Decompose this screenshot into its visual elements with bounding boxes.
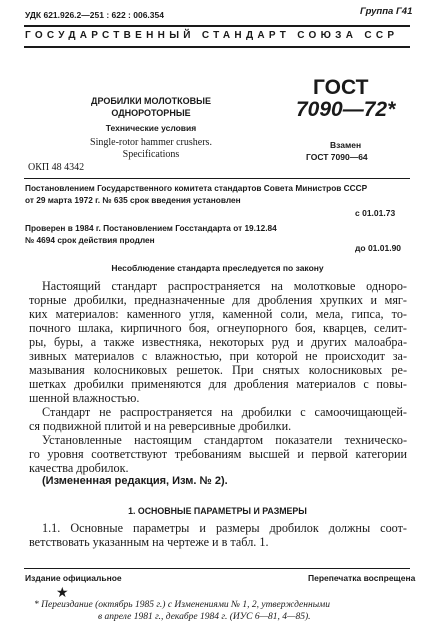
- gost-number: 7090—72*: [296, 98, 396, 121]
- approval-line1: Постановлением Государственного комитета стандартов Совета Министров СССР: [25, 183, 368, 193]
- paragraph-4: [29, 521, 407, 549]
- reprint-prohibited: Перепечатка воспрещена: [308, 573, 416, 583]
- paragraph-line: шетках дробилки применяются для дробления материалов с повы-: [29, 377, 407, 391]
- okp-code: ОКП 48 4342: [28, 162, 85, 173]
- paragraph-1: [29, 279, 407, 405]
- paragraph-line: ветствовать указанным на чертеже и в табл. 1.: [29, 535, 269, 549]
- approval-line3: Проверен в 1984 г. Постановлением Госстандарта от 19.12.84: [25, 223, 277, 233]
- udk-code: УДК 621.926.2—251 : 622 : 006.354: [25, 10, 164, 20]
- title-ru-line1: ДРОБИЛКИ МОЛОТКОВЫЕ: [91, 96, 211, 106]
- warning-line: Несоблюдение стандарта преследуется по закону: [111, 263, 324, 273]
- paragraph-3: [29, 433, 407, 475]
- approval-line4: № 4694 срок действия продлен: [25, 235, 155, 245]
- paragraph-2: [29, 405, 407, 433]
- replaces-label: Взамен: [330, 140, 362, 150]
- paragraph-line: Установленные настоящим стандартом показатели техническо-: [42, 433, 407, 447]
- paragraph-line: мазывания колосниковых решеток. При снятых колосниковых ре-: [29, 363, 407, 377]
- paragraph-line: шенной влажностью.: [29, 391, 140, 405]
- amendment-note: (Измененная редакция, Изм. № 2).: [42, 475, 228, 487]
- gost-label: ГОСТ: [313, 76, 369, 99]
- section-title: 1. ОСНОВНЫЕ ПАРАМЕТРЫ И РАЗМЕРЫ: [128, 506, 307, 516]
- title-en-line1: Single-rotor hammer crushers.: [90, 137, 212, 148]
- star-icon: ★: [56, 586, 69, 601]
- paragraph-line: Стандарт не распространяется на дробилки с самоочищающей-: [42, 405, 407, 419]
- org-banner: ГОСУДАРСТВЕННЫЙ СТАНДАРТ СОЮЗА ССР: [25, 30, 399, 41]
- paragraph-line: почного шлака, кирпичного боя, огнеупорного боя, кварцев, селит-: [29, 321, 407, 335]
- title-rule: [24, 178, 410, 179]
- paragraph-line: качества дробилок.: [29, 461, 129, 475]
- replaces-value: ГОСТ 7090—64: [306, 152, 368, 162]
- paragraph-line: ры, буры, а также известняка, некоторых руд и других малоабра-: [29, 335, 407, 349]
- paragraph-line: Настоящий стандарт распространяется на молотковые одноро-: [42, 279, 407, 293]
- paragraph-line: 1.1. Основные параметры и размеры дробилок должны соот-: [42, 521, 407, 535]
- title-ru-line2: ОДНОРОТОРНЫЕ: [111, 108, 191, 118]
- reissue-note-line2: в апреле 1981 г., декабре 1984 г. (ИУС 6—81, 4—85).: [98, 612, 311, 622]
- approval-line2: от 29 марта 1972 г. № 635 срок введения установлен: [25, 195, 241, 205]
- paragraph-line: го уровня соответствуют требованиям высшей и первой категории: [29, 447, 407, 461]
- expiry-date: до 01.01.90: [355, 243, 402, 253]
- footer-rule: [24, 568, 410, 569]
- header-rule-top: [24, 25, 410, 27]
- header-rule-bottom: [24, 46, 410, 48]
- reissue-note-line1: * Переиздание (октябрь 1985 г.) с Изменениями № 1, 2, утвержденными: [34, 600, 330, 610]
- official-edition: Издание официальное: [25, 573, 122, 583]
- paragraph-line: зивных материалов с влажностью, при которой не происходит за-: [29, 349, 407, 363]
- title-en-line2: Specifications: [122, 149, 180, 160]
- effective-date: с 01.01.73: [355, 208, 396, 218]
- subtitle-ru: Технические условия: [105, 123, 197, 133]
- paragraph-line: ся подвижной плитой и на реверсивные дробилки.: [29, 419, 292, 433]
- group-code: Группа Г41: [360, 6, 413, 17]
- paragraph-line: ких материалов: каменного угля, каменной соли, мела, гипса, то-: [29, 307, 407, 321]
- paragraph-line: торные дробилки, предназначенные для дробления хрупких и мяг-: [29, 293, 407, 307]
